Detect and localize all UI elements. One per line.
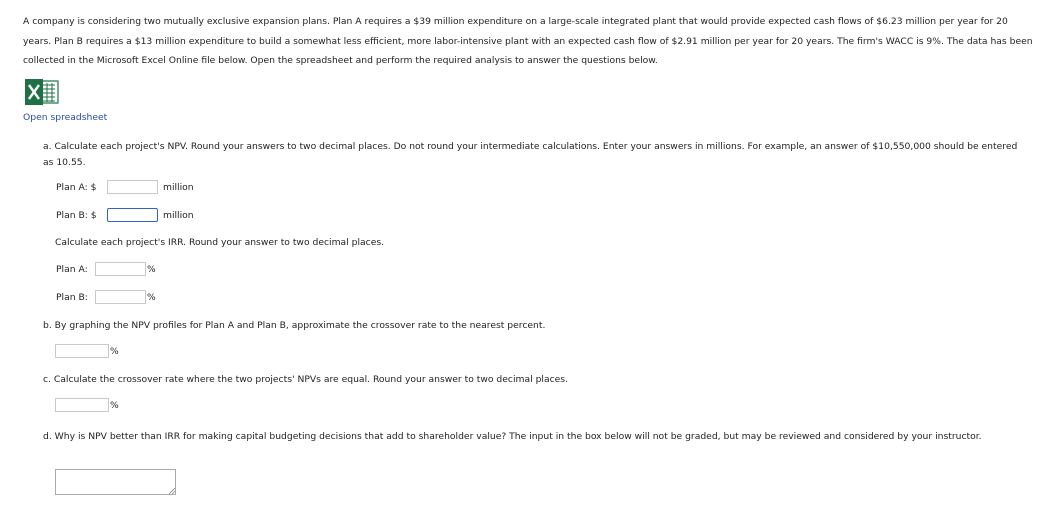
part-b-question: b. By graphing the NPV profiles for Plan A and Plan B, approximate the crossover rate to the nearest percent. [43,320,546,331]
npv-plan-b-label: Plan B: $ [56,210,97,221]
crossover-exact-unit: % [110,400,119,411]
crossover-exact-input[interactable] [55,398,109,412]
irr-plan-a-unit: % [147,264,156,275]
npv-plan-b-unit: million [163,210,194,221]
part-a-question: a. Calculate each project's NPV. Round your answers to two decimal places. Do not round your intermediate calculations. Enter your answers in millions. For example, an answer of $10,550,000 should be entered as 10.55. [43,141,1018,168]
npv-plan-a-unit: million [163,182,194,193]
irr-plan-b-input[interactable] [95,290,146,304]
part-c-question: c. Calculate the crossover rate where the two projects' NPVs are equal. Round your answer to two decimal places. [43,374,569,385]
irr-plan-a-input[interactable] [95,262,146,276]
excel-icon[interactable] [25,79,59,105]
open-spreadsheet-link[interactable]: Open spreadsheet [23,112,108,123]
irr-plan-b-unit: % [147,292,156,303]
problem-statement: A company is considering two mutually exclusive expansion plans. Plan A requires a $39 million expenditure on a large-scale integrated plant that would provide expected cash flows of $6.23 million per year for 20 years. Plan B requires a $13 million expenditure to build a somewhat less efficient, more labor-intensive plant with an expected cash flow of $2.91 million per year for 20 years. The firm's WACC is 9%. The data has been collected in the Microsoft Excel Online file below. Open the spreadsheet and perform the required analysis to answer the questions below. [23,16,1033,66]
part-d-question: d. Why is NPV better than IRR for making capital budgeting decisions that add to shareholder value? The input in the box below will not be graded, but may be reviewed and considered by your instructor. [43,431,982,442]
crossover-approx-input[interactable] [55,344,109,358]
crossover-approx-unit: % [110,346,119,357]
resize-grip-icon[interactable] [169,488,175,494]
npv-vs-irr-textarea[interactable] [55,469,176,495]
npv-plan-b-input[interactable] [107,208,158,222]
irr-plan-b-label: Plan B: [56,292,88,303]
irr-question: Calculate each project's IRR. Round your answer to two decimal places. [55,237,385,248]
npv-plan-a-input[interactable] [107,180,158,194]
npv-plan-a-label: Plan A: $ [56,182,97,193]
irr-plan-a-label: Plan A: [56,264,88,275]
